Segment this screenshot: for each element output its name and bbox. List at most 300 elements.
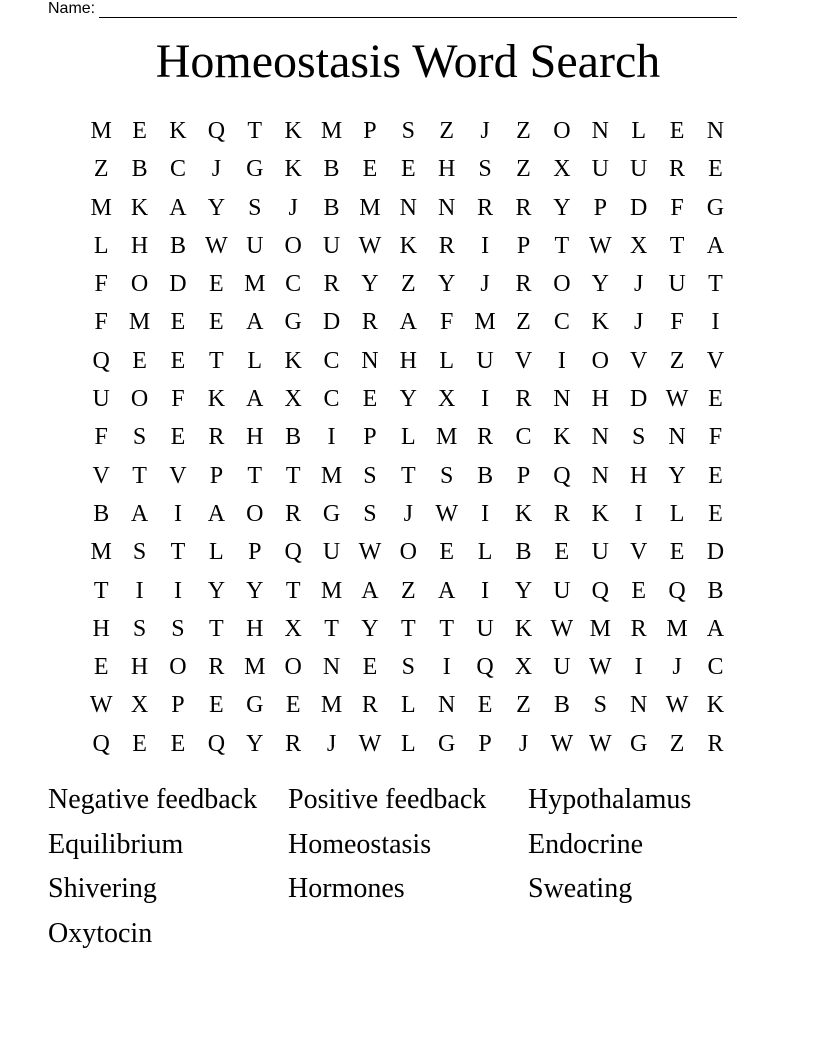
grid-letter[interactable]: X xyxy=(553,156,571,183)
grid-letter[interactable]: M xyxy=(244,271,266,298)
word-list-item: Equilibrium xyxy=(48,828,184,860)
grid-letter[interactable]: T xyxy=(324,615,339,642)
grid-letter[interactable]: K xyxy=(591,500,609,527)
grid-letter[interactable]: E xyxy=(439,539,455,566)
grid-letter[interactable]: A xyxy=(246,309,264,336)
grid-letter[interactable]: W xyxy=(358,539,382,566)
grid-letter[interactable]: X xyxy=(438,386,456,413)
grid-letter[interactable]: Y xyxy=(399,386,417,413)
grid-letter[interactable]: H xyxy=(92,615,110,642)
grid-letter[interactable]: I xyxy=(173,500,182,527)
grid-letter[interactable]: R xyxy=(477,194,494,221)
grid-letter[interactable]: N xyxy=(438,194,456,221)
grid-letter[interactable]: S xyxy=(478,156,492,183)
grid-letter[interactable]: W xyxy=(588,232,612,259)
grid-letter[interactable]: I xyxy=(634,654,643,681)
grid-letter[interactable]: Z xyxy=(516,156,531,183)
grid-letter[interactable]: Y xyxy=(361,615,379,642)
grid-letter[interactable]: U xyxy=(629,156,648,183)
grid-letter[interactable]: R xyxy=(707,730,724,757)
grid-letter[interactable]: R xyxy=(208,654,225,681)
grid-letter[interactable]: Q xyxy=(207,118,226,144)
grid-letter[interactable]: M xyxy=(589,615,611,642)
grid-letter[interactable]: U xyxy=(322,232,341,259)
name-label: Name: xyxy=(48,0,96,17)
grid-letter[interactable]: L xyxy=(631,118,646,144)
grid-letter[interactable]: U xyxy=(92,386,110,413)
grid-letter[interactable]: L xyxy=(400,730,416,757)
grid-letter[interactable]: T xyxy=(93,577,109,604)
grid-letter[interactable]: W xyxy=(89,692,113,719)
grid-letter[interactable]: L xyxy=(209,539,224,566)
grid-letter[interactable]: C xyxy=(323,386,340,413)
grid-letter[interactable]: E xyxy=(708,500,723,527)
grid-letter[interactable]: F xyxy=(171,386,185,413)
grid-letter[interactable]: V xyxy=(706,347,725,374)
grid-letter[interactable]: Q xyxy=(284,539,302,566)
grid-letter[interactable]: R xyxy=(438,232,455,259)
grid-letter[interactable]: S xyxy=(132,615,147,642)
grid-letter[interactable]: S xyxy=(171,615,185,642)
grid-letter[interactable]: E xyxy=(708,386,723,413)
grid-letter[interactable]: M xyxy=(474,309,496,336)
grid-letter[interactable]: J xyxy=(288,194,298,221)
grid-letter[interactable]: F xyxy=(94,271,108,298)
grid-letter[interactable]: I xyxy=(327,424,336,451)
grid-letter[interactable]: O xyxy=(130,271,149,298)
grid-letter[interactable]: R xyxy=(323,271,340,298)
grid-letter[interactable]: P xyxy=(363,424,377,451)
word-list-item: Oxytocin xyxy=(48,917,153,949)
grid-letter[interactable]: X xyxy=(514,654,533,681)
grid-letter[interactable]: L xyxy=(439,347,455,374)
grid-letter[interactable]: Y xyxy=(207,194,226,221)
grid-letter[interactable]: P xyxy=(209,462,224,489)
grid-letter[interactable]: Y xyxy=(553,194,571,221)
grid-letter[interactable]: E xyxy=(477,692,493,719)
grid-letter[interactable]: W xyxy=(665,692,689,719)
grid-letter[interactable]: S xyxy=(440,462,454,489)
grid-letter[interactable]: C xyxy=(285,271,302,298)
grid-letter[interactable]: T xyxy=(285,577,301,604)
grid-letter[interactable]: M xyxy=(320,577,343,604)
grid-letter[interactable]: F xyxy=(94,424,108,451)
grid-letter[interactable]: C xyxy=(323,347,340,374)
grid-letter[interactable]: E xyxy=(93,654,109,681)
grid-letter[interactable]: D xyxy=(169,271,187,298)
grid-letter[interactable]: R xyxy=(515,271,532,298)
grid-letter[interactable]: Q xyxy=(476,654,494,681)
grid-letter[interactable]: E xyxy=(362,386,378,413)
grid-letter[interactable]: G xyxy=(629,730,648,757)
grid-letter[interactable]: T xyxy=(209,615,224,642)
grid-letter[interactable]: Q xyxy=(668,577,686,604)
grid-letter[interactable]: U xyxy=(476,347,494,374)
grid-letter[interactable]: B xyxy=(131,156,148,183)
grid-letter[interactable]: R xyxy=(515,386,532,413)
word-list-item: Sweating xyxy=(528,873,633,905)
grid-letter[interactable]: F xyxy=(708,424,723,451)
grid-letter[interactable]: T xyxy=(247,118,263,144)
grid-letter[interactable]: M xyxy=(436,424,458,451)
grid-letter[interactable]: R xyxy=(477,424,494,451)
grid-letter[interactable]: X xyxy=(284,615,302,642)
grid-letter[interactable]: H xyxy=(246,424,264,451)
grid-letter[interactable]: U xyxy=(668,271,686,298)
grid-letter[interactable]: M xyxy=(359,194,381,221)
grid-letter[interactable]: Y xyxy=(438,271,456,298)
grid-letter[interactable]: U xyxy=(322,539,341,566)
grid-letter[interactable]: I xyxy=(557,347,566,374)
grid-letter[interactable]: N xyxy=(399,194,417,221)
grid-letter[interactable]: P xyxy=(171,692,185,719)
grid-letter[interactable]: E xyxy=(170,730,186,757)
grid-letter[interactable]: E xyxy=(554,539,570,566)
grid-letter[interactable]: Q xyxy=(591,577,609,604)
grid-letter[interactable]: O xyxy=(169,654,187,681)
grid-letter[interactable]: S xyxy=(132,539,147,566)
grid-letter[interactable]: W xyxy=(358,232,382,259)
grid-letter[interactable]: T xyxy=(285,462,301,489)
grid-letter[interactable]: G xyxy=(438,730,456,757)
grid-letter[interactable]: I xyxy=(173,577,182,604)
grid-letter[interactable]: A xyxy=(130,500,149,527)
grid-letter[interactable]: N xyxy=(706,118,725,144)
grid-letter[interactable]: L xyxy=(669,500,685,527)
grid-letter[interactable]: Y xyxy=(246,730,264,757)
grid-letter[interactable]: A xyxy=(169,194,187,221)
grid-letter[interactable]: N xyxy=(591,118,609,144)
grid-letter[interactable]: A xyxy=(246,386,264,413)
grid-letter[interactable]: J xyxy=(211,156,222,183)
grid-letter[interactable]: U xyxy=(553,654,571,681)
grid-letter[interactable]: S xyxy=(363,500,377,527)
grid-letter[interactable]: Z xyxy=(439,118,455,144)
grid-letter[interactable]: M xyxy=(666,615,688,642)
grid-letter[interactable]: O xyxy=(553,271,571,298)
grid-letter[interactable]: A xyxy=(399,309,417,336)
grid-letter[interactable]: V xyxy=(629,347,648,374)
grid-letter[interactable]: B xyxy=(515,539,532,566)
grid-letter[interactable]: R xyxy=(361,692,378,719)
grid-letter[interactable]: P xyxy=(248,539,262,566)
grid-letter[interactable]: K xyxy=(130,194,149,221)
grid-letter[interactable]: Y xyxy=(514,577,533,604)
grid-letter[interactable]: N xyxy=(553,386,571,413)
grid-letter[interactable]: Z xyxy=(516,692,531,719)
grid-letter[interactable]: Y xyxy=(246,577,264,604)
grid-letter[interactable]: T xyxy=(400,615,416,642)
grid-letter[interactable]: G xyxy=(284,309,302,336)
grid-letter[interactable]: K xyxy=(284,156,302,183)
grid-letter[interactable]: E xyxy=(285,692,301,719)
grid-letter[interactable]: C xyxy=(515,424,532,451)
grid-letter[interactable]: S xyxy=(631,424,646,451)
grid-letter[interactable]: E xyxy=(170,309,186,336)
grid-letter[interactable]: H xyxy=(438,156,456,183)
grid-letter[interactable]: I xyxy=(135,577,144,604)
grid-letter[interactable]: K xyxy=(207,386,226,413)
grid-letter[interactable]: B xyxy=(477,462,494,489)
grid-letter[interactable]: A xyxy=(438,577,456,604)
grid-letter[interactable]: I xyxy=(481,500,490,527)
grid-letter[interactable]: B xyxy=(707,577,724,604)
grid-letter[interactable]: D xyxy=(706,539,725,566)
grid-letter[interactable]: T xyxy=(247,462,263,489)
grid-letter[interactable]: Q xyxy=(92,347,110,374)
grid-letter[interactable]: Y xyxy=(591,271,609,298)
grid-letter[interactable]: M xyxy=(90,539,112,566)
grid-letter[interactable]: Q xyxy=(92,730,110,757)
grid-letter[interactable]: E xyxy=(362,156,378,183)
grid-letter[interactable]: K xyxy=(169,118,187,144)
grid-letter[interactable]: U xyxy=(246,232,264,259)
grid-letter[interactable]: C xyxy=(553,309,570,336)
grid-letter[interactable]: E xyxy=(669,539,685,566)
grid-letter[interactable]: E xyxy=(631,577,646,604)
grid-letter[interactable]: Y xyxy=(668,462,686,489)
word-list-item: Shivering xyxy=(48,873,157,905)
grid-letter[interactable]: H xyxy=(629,462,648,489)
grid-letter[interactable]: H xyxy=(591,386,609,413)
grid-letter[interactable]: S xyxy=(132,424,147,451)
grid-letter[interactable]: L xyxy=(400,692,416,719)
grid-letter[interactable]: E xyxy=(132,730,147,757)
grid-letter[interactable]: T xyxy=(209,347,224,374)
grid-letter[interactable]: Q xyxy=(553,462,571,489)
grid-letter[interactable]: S xyxy=(401,118,415,144)
grid-letter[interactable]: W xyxy=(550,730,574,757)
grid-letter[interactable]: G xyxy=(246,692,264,719)
grid-letter[interactable]: I xyxy=(711,309,720,336)
grid-letter[interactable]: K xyxy=(706,692,725,719)
grid-letter[interactable]: E xyxy=(170,347,186,374)
grid-letter[interactable]: K xyxy=(514,615,533,642)
grid-letter[interactable]: N xyxy=(591,424,609,451)
grid-letter[interactable]: O xyxy=(246,500,264,527)
grid-letter[interactable]: R xyxy=(515,194,532,221)
grid-letter[interactable]: M xyxy=(320,462,343,489)
grid-letter[interactable]: P xyxy=(363,118,377,144)
grid-letter[interactable]: V xyxy=(92,462,110,489)
grid-letter[interactable]: I xyxy=(481,577,490,604)
grid-letter[interactable]: T xyxy=(439,615,455,642)
grid-letter[interactable]: N xyxy=(322,654,341,681)
grid-letter[interactable]: J xyxy=(480,271,490,298)
grid-letter[interactable]: B xyxy=(323,156,340,183)
grid-letter[interactable]: L xyxy=(400,424,416,451)
grid-letter[interactable]: F xyxy=(670,194,684,221)
grid-letter[interactable]: K xyxy=(553,424,571,451)
grid-letter[interactable]: B xyxy=(323,194,340,221)
grid-letter[interactable]: O xyxy=(130,386,149,413)
grid-letter[interactable]: H xyxy=(130,232,149,259)
word-list-item: Hormones xyxy=(288,873,405,905)
grid-letter[interactable]: M xyxy=(128,309,151,336)
grid-letter[interactable]: R xyxy=(630,615,647,642)
grid-letter[interactable]: G xyxy=(322,500,341,527)
grid-letter[interactable]: E xyxy=(669,118,685,144)
grid-letter[interactable]: E xyxy=(209,271,224,298)
grid-letter[interactable]: M xyxy=(90,194,112,221)
grid-letter[interactable]: S xyxy=(248,194,262,221)
grid-letter[interactable]: L xyxy=(247,347,263,374)
grid-letter[interactable]: M xyxy=(320,118,343,144)
grid-letter[interactable]: K xyxy=(591,309,609,336)
grid-letter[interactable]: A xyxy=(361,577,379,604)
grid-letter[interactable]: E xyxy=(132,347,147,374)
grid-letter[interactable]: P xyxy=(478,730,492,757)
grid-letter[interactable]: P xyxy=(593,194,607,221)
grid-letter[interactable]: L xyxy=(477,539,493,566)
grid-letter[interactable]: R xyxy=(285,730,302,757)
grid-letter[interactable]: W xyxy=(665,386,689,413)
grid-letter[interactable]: W xyxy=(588,654,612,681)
grid-letter[interactable]: D xyxy=(629,194,648,221)
grid-letter[interactable]: T xyxy=(554,232,570,259)
word-list-item: Endocrine xyxy=(528,828,644,860)
grid-letter[interactable]: K xyxy=(399,232,417,259)
grid-letter[interactable]: K xyxy=(284,118,302,144)
grid-letter[interactable]: H xyxy=(246,615,264,642)
grid-letter[interactable]: I xyxy=(442,654,451,681)
grid-letter[interactable]: Z xyxy=(93,156,109,183)
grid-letter[interactable]: P xyxy=(516,232,531,259)
grid-letter[interactable]: C xyxy=(707,654,724,681)
grid-letter[interactable]: V xyxy=(169,462,187,489)
grid-letter[interactable]: T xyxy=(400,462,416,489)
letter-grid xyxy=(82,112,735,763)
grid-letter[interactable]: E xyxy=(708,462,723,489)
grid-letter[interactable]: U xyxy=(591,156,609,183)
grid-letter[interactable]: R xyxy=(669,156,686,183)
grid-letter[interactable]: M xyxy=(244,654,266,681)
grid-letter[interactable]: Q xyxy=(207,730,226,757)
grid-letter[interactable]: J xyxy=(672,654,682,681)
grid-letter[interactable]: W xyxy=(358,730,382,757)
grid-letter[interactable]: Z xyxy=(400,271,416,298)
grid-letter[interactable]: F xyxy=(670,309,684,336)
grid-letter[interactable]: R xyxy=(361,309,378,336)
grid-letter[interactable]: U xyxy=(591,539,609,566)
grid-letter[interactable]: R xyxy=(208,424,225,451)
grid-letter[interactable]: Z xyxy=(669,347,685,374)
grid-letter[interactable]: Y xyxy=(361,271,379,298)
grid-letter[interactable]: M xyxy=(90,118,112,144)
grid-letter[interactable]: N xyxy=(361,347,379,374)
grid-letter[interactable]: A xyxy=(706,615,725,642)
grid-letter[interactable]: S xyxy=(401,654,415,681)
grid-letter[interactable]: C xyxy=(169,156,186,183)
grid-letter[interactable]: B xyxy=(285,424,302,451)
grid-letter[interactable]: W xyxy=(550,615,574,642)
grid-letter[interactable]: E xyxy=(708,156,723,183)
grid-letter[interactable]: X xyxy=(629,232,648,259)
grid-letter[interactable]: J xyxy=(403,500,413,527)
grid-letter[interactable]: L xyxy=(93,232,109,259)
grid-letter[interactable]: E xyxy=(209,309,224,336)
grid-letter[interactable]: J xyxy=(633,309,644,336)
grid-letter[interactable]: J xyxy=(480,118,490,144)
grid-letter[interactable]: U xyxy=(476,615,494,642)
grid-letter[interactable]: F xyxy=(94,309,108,336)
grid-letter[interactable]: T xyxy=(132,462,147,489)
grid-letter[interactable]: G xyxy=(706,194,725,221)
grid-letter[interactable]: N xyxy=(591,462,609,489)
grid-letter[interactable]: I xyxy=(481,232,490,259)
grid-letter[interactable]: N xyxy=(629,692,648,719)
grid-letter[interactable]: J xyxy=(518,730,529,757)
grid-letter[interactable]: W xyxy=(588,730,612,757)
grid-letter[interactable]: U xyxy=(553,577,571,604)
grid-letter[interactable]: N xyxy=(668,424,686,451)
grid-letter[interactable]: S xyxy=(593,692,607,719)
grid-letter[interactable]: R xyxy=(553,500,570,527)
grid-letter[interactable]: O xyxy=(399,539,417,566)
grid-letter[interactable]: K xyxy=(514,500,533,527)
grid-letter[interactable]: A xyxy=(207,500,226,527)
name-blank-line[interactable] xyxy=(99,2,737,18)
grid-letter[interactable]: E xyxy=(362,654,378,681)
grid-letter[interactable]: V xyxy=(629,539,648,566)
grid-letter[interactable]: O xyxy=(284,232,302,259)
grid-letter[interactable]: I xyxy=(481,386,490,413)
grid-letter[interactable]: Z xyxy=(516,118,531,144)
name-field xyxy=(48,0,737,18)
grid-letter[interactable]: A xyxy=(706,232,725,259)
grid-letter[interactable]: D xyxy=(322,309,341,336)
grid-letter[interactable]: O xyxy=(284,654,302,681)
grid-letter[interactable]: G xyxy=(246,156,264,183)
grid-letter[interactable]: E xyxy=(209,692,224,719)
grid-letter[interactable]: T xyxy=(170,539,186,566)
grid-letter[interactable]: B xyxy=(169,232,186,259)
grid-letter[interactable]: J xyxy=(633,271,644,298)
grid-letter[interactable]: D xyxy=(629,386,648,413)
grid-letter[interactable]: X xyxy=(130,692,149,719)
grid-letter[interactable]: Y xyxy=(207,577,226,604)
grid-letter[interactable]: Z xyxy=(669,730,685,757)
grid-letter[interactable]: Z xyxy=(516,309,531,336)
grid-letter[interactable]: T xyxy=(669,232,685,259)
grid-letter[interactable]: W xyxy=(205,232,228,259)
grid-letter[interactable]: V xyxy=(514,347,533,374)
word-list xyxy=(48,778,768,956)
grid-letter[interactable]: O xyxy=(591,347,609,374)
grid-letter[interactable]: H xyxy=(399,347,417,374)
grid-letter[interactable]: H xyxy=(130,654,149,681)
grid-letter[interactable]: N xyxy=(438,692,456,719)
grid-letter[interactable]: J xyxy=(326,730,337,757)
grid-letter[interactable]: R xyxy=(285,500,302,527)
grid-letter[interactable]: M xyxy=(320,692,343,719)
grid-letter[interactable]: B xyxy=(93,500,110,527)
grid-letter[interactable]: F xyxy=(440,309,454,336)
grid-letter[interactable]: I xyxy=(634,500,643,527)
grid-letter[interactable]: O xyxy=(553,118,571,144)
grid-letter[interactable]: E xyxy=(170,424,186,451)
grid-letter[interactable]: B xyxy=(553,692,570,719)
grid-letter[interactable]: W xyxy=(435,500,459,527)
grid-letter[interactable]: K xyxy=(284,347,302,374)
grid-letter[interactable]: T xyxy=(708,271,723,298)
grid-letter[interactable]: Z xyxy=(400,577,416,604)
grid-letter[interactable]: S xyxy=(363,462,377,489)
grid-letter[interactable]: E xyxy=(132,118,147,144)
grid-letter[interactable]: X xyxy=(284,386,302,413)
grid-letter[interactable]: E xyxy=(400,156,416,183)
grid-letter[interactable]: P xyxy=(516,462,531,489)
